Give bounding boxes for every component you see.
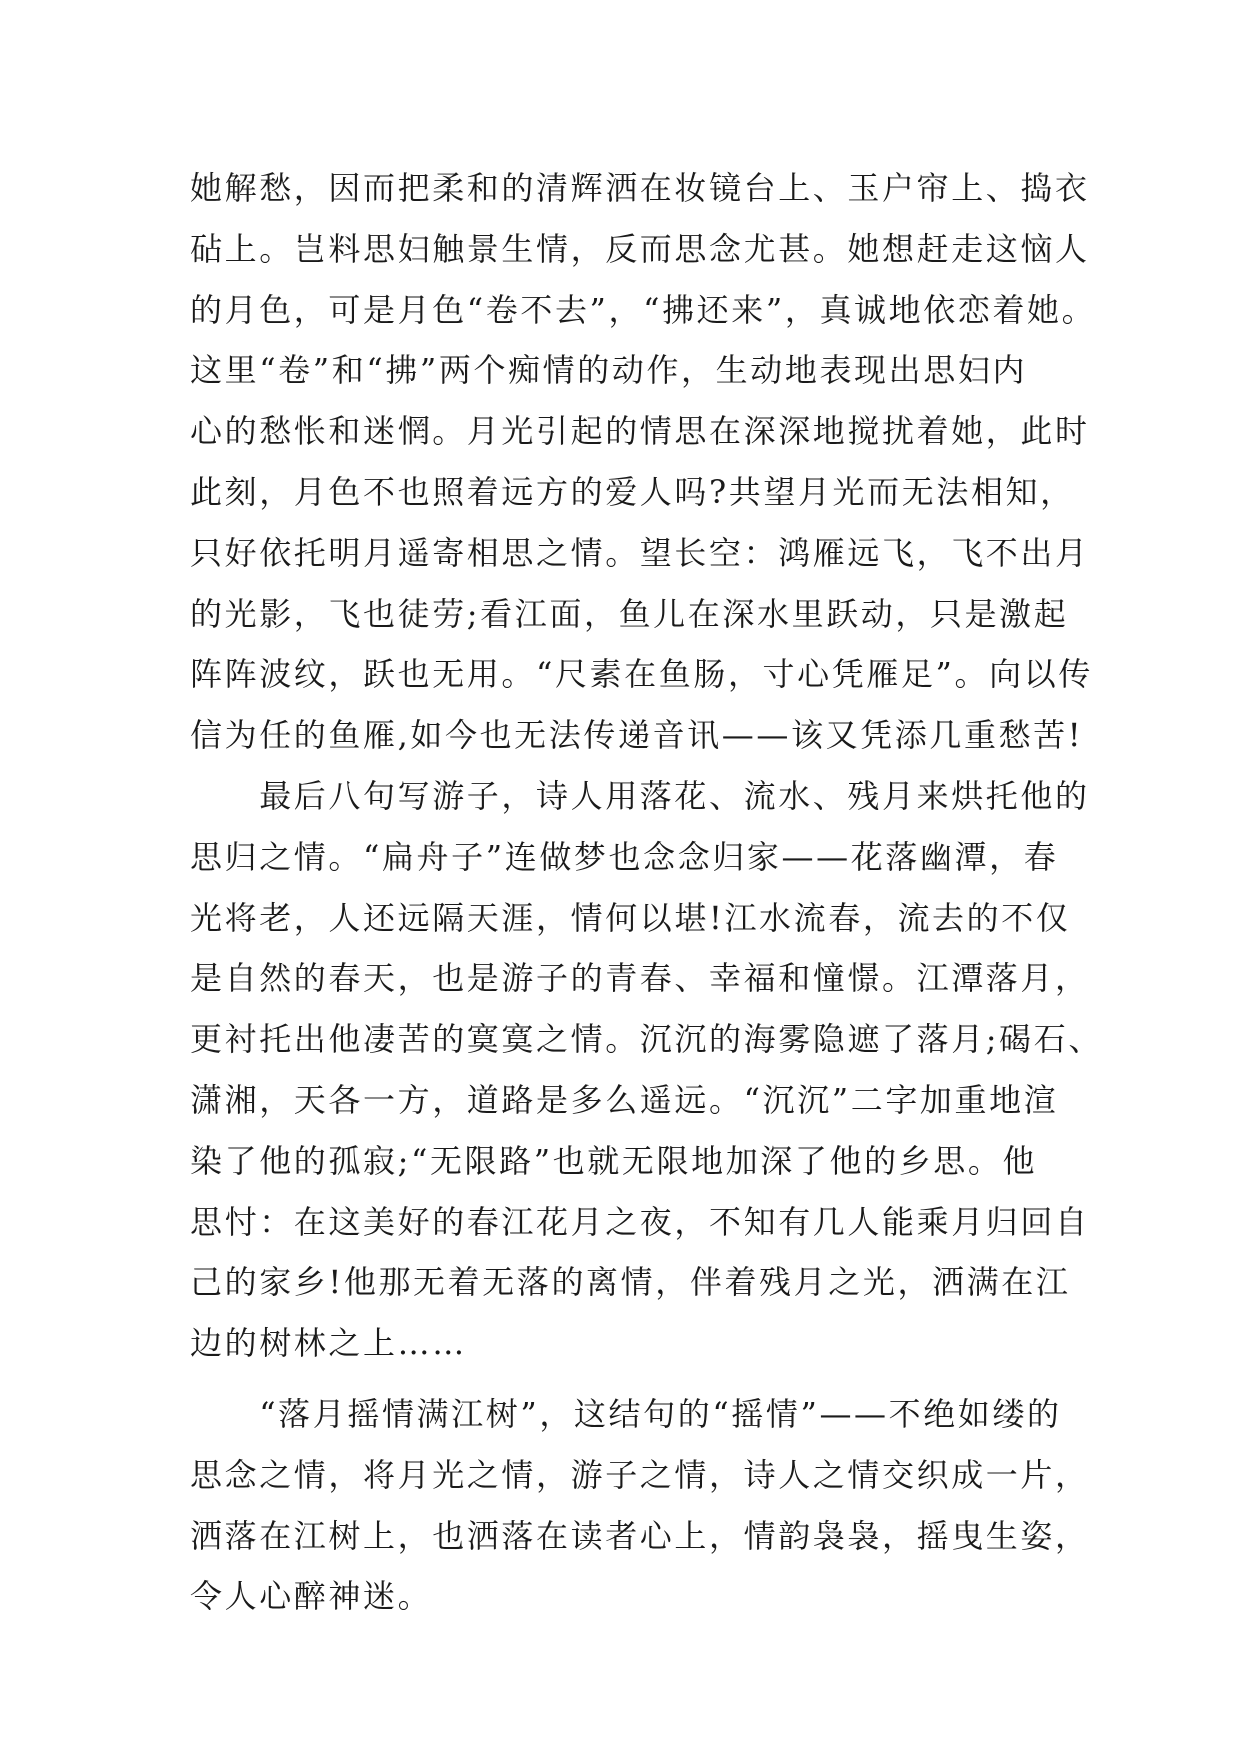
text-line-16: 潇湘，天各一方，道路是多么遥远。“沉沉”二字加重地渲 (190, 1080, 1059, 1119)
text-line-3: 的月色，可是月色“卷不去”，“拂还来”，真诚地依恋着她。 (190, 290, 1097, 329)
text-line-8: 的光影，飞也徒劳;看江面，鱼儿在深水里跃动，只是激起 (190, 594, 1069, 633)
text-line-7: 只好依托明月遥寄相思之情。望长空：鸿雁远飞，飞不出月 (190, 533, 1090, 572)
text-line-24: 令人心醉神迷。 (190, 1577, 433, 1616)
text-line-19: 己的家乡!他那无着无落的离情，伴着残月之光，洒满在江 (190, 1263, 1071, 1302)
text-line-23: 洒落在江树上，也洒落在读者心上，情韵袅袅，摇曳生姿， (190, 1516, 1090, 1555)
text-line-4: 这里“卷”和“拂”两个痴情的动作，生动地表现出思妇内 (190, 351, 1028, 390)
text-line-11: 最后八句写游子，诗人用落花、流水、残月来烘托他的 (190, 776, 1090, 815)
text-line-12: 思归之情。“扁舟子”连做梦也念念归家——花落幽潭，春 (190, 837, 1059, 876)
text-line-10: 信为任的鱼雁,如今也无法传递音讯——该又凭添几重愁苦! (190, 716, 1084, 755)
text-line-15: 更衬托出他凄苦的寞寞之情。沉沉的海雾隐遮了落月;碣石、 (190, 1020, 1103, 1059)
text-line-6: 此刻，月色不也照着远方的爱人吗?共望月光而无法相知， (190, 472, 1075, 511)
text-line-2: 砧上。岂料思妇触景生情，反而思念尤甚。她想赶走这恼人 (190, 229, 1090, 268)
text-line-1: 她解愁，因而把柔和的清辉洒在妆镜台上、玉户帘上、捣衣 (190, 169, 1090, 207)
text-line-13: 光将老，人还远隔天涯，情何以堪!江水流春，流去的不仅 (190, 898, 1071, 937)
body-text (190, 158, 1103, 1627)
text-line-14: 是自然的春天，也是游子的青春、幸福和憧憬。江潭落月， (190, 959, 1090, 998)
text-line-22: 思念之情，将月光之情，游子之情，诗人之情交织成一片， (190, 1455, 1090, 1494)
text-line-20: 边的树林之上…… (190, 1324, 467, 1363)
text-line-9: 阵阵波纹，跃也无用。“尺素在鱼肠，寸心凭雁足”。向以传 (190, 655, 1093, 694)
text-line-18: 思忖：在这美好的春江花月之夜，不知有几人能乘月归回自 (190, 1202, 1090, 1241)
text-line-17: 染了他的孤寂;“无限路”也就无限地加深了他的乡思。他 (190, 1141, 1038, 1180)
text-line-21: “落月摇情满江树”，这结句的“摇情”——不绝如缕的 (190, 1394, 1062, 1433)
text-line-5: 心的愁怅和迷惘。月光引起的情思在深深地搅扰着她，此时 (190, 412, 1090, 451)
